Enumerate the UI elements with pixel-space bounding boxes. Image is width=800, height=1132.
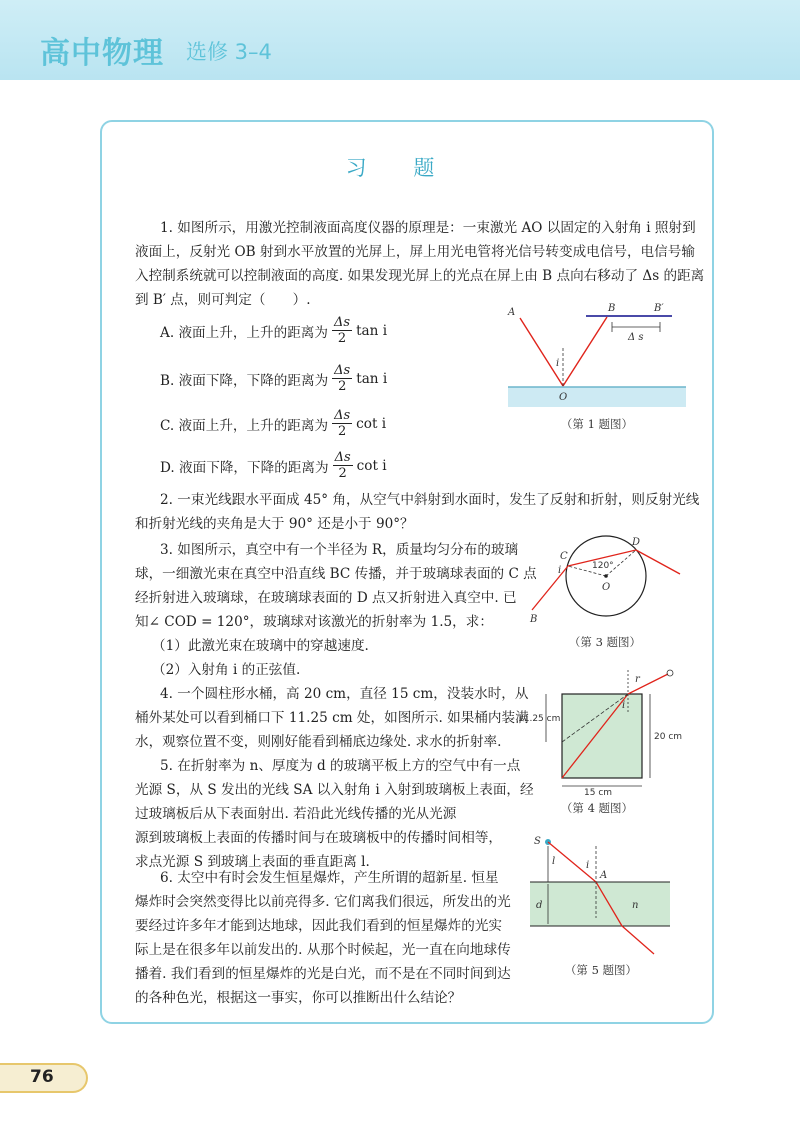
label-b: B	[608, 303, 616, 314]
p4-line-2: 桶外某处可以看到桶口下 11.25 cm 处，如图所示. 如果桶内装满	[135, 710, 529, 726]
p1-line-4: 到 B′ 点，则可判定（ ）.	[135, 292, 311, 308]
fraction-num: Δs	[334, 450, 351, 465]
incident-ray	[520, 318, 563, 386]
fraction-den: 2	[338, 379, 347, 394]
incident-ray	[532, 566, 568, 610]
label-n: n	[632, 900, 639, 911]
label-20: 20 cm	[654, 732, 683, 742]
p5-line-4: 源到玻璃板上表面的传播时间与在玻璃板中的传播时间相等，	[135, 830, 503, 846]
figure-5	[526, 832, 676, 962]
p1-option-b	[160, 363, 387, 394]
p5-line-3: 过玻璃板后从下表面射出. 若沿此光线传播的光从光源	[135, 806, 457, 822]
p1-option-a	[160, 315, 387, 346]
figure-5-caption: （第 5 题图）	[564, 963, 638, 977]
p6-line-5: 播着. 我们看到的恒星爆炸的光是白光，而不是在不同时间到达	[135, 966, 511, 982]
p2-line-1: 2. 一束光线跟水平面成 45° 角，从空气中斜射到水面时，发生了反射和折射，则反射光线	[160, 492, 700, 508]
p3-line-6: （2）入射角 i 的正弦值.	[152, 662, 301, 678]
p2-line-2: 和折射光线的夹角是大于 90° 还是小于 90°？	[135, 516, 414, 532]
fraction-num: Δs	[334, 363, 351, 378]
book-title: 高中物理	[40, 36, 164, 71]
option-text: B. 液面下降，下降的距离为	[160, 372, 329, 389]
figure-3-caption: （第 3 题图）	[568, 635, 642, 649]
p6-line-1: 6. 太空中有时会发生恒星爆炸，产生所谓的超新星. 恒星	[160, 870, 499, 886]
book-subtitle: 选修 3–4	[186, 40, 272, 64]
label-s: S	[534, 836, 541, 847]
label-d: D	[632, 537, 641, 548]
label-c: C	[560, 551, 568, 562]
label-a: A	[600, 870, 608, 881]
label-angle: 120°	[592, 561, 614, 571]
figure-1	[500, 300, 690, 410]
center-dot	[604, 574, 608, 578]
eye-icon	[667, 670, 673, 676]
p4-line-3: 水，观察位置不变，则刚好能看到桶底边缘处. 求水的折射率.	[135, 734, 502, 750]
label-11-25: 11.25 cm	[518, 714, 561, 724]
label-b-prime: B′	[654, 303, 664, 314]
p1-line-3: 入控制系统就可以控制液面的高度. 如果发现光屏上的光点在屏上由 B 点向右移动了 Δs 的距离	[135, 268, 705, 284]
label-15: 15 cm	[584, 788, 613, 798]
fraction	[332, 408, 352, 439]
label-b: B	[530, 614, 538, 624]
label-i: i	[622, 700, 626, 711]
p3-line-4: 知∠ COD = 120°，玻璃球对该激光的折射率为 1.5，求：	[135, 614, 493, 630]
label-d: d	[536, 900, 543, 911]
option-text: D. 液面下降，下降的距离为	[160, 459, 329, 476]
p5-line-1: 5. 在折射率为 n、厚度为 d 的玻璃平板上方的空气中有一点	[160, 758, 521, 774]
fraction-den: 2	[337, 331, 347, 346]
figure-4	[518, 668, 690, 798]
option-text: C. 液面上升，上升的距离为	[160, 417, 329, 434]
label-ds: Δ s	[628, 332, 644, 343]
fraction	[333, 450, 353, 481]
p3-line-1: 3. 如图所示，真空中有一个半径为 R，质量均匀分布的玻璃	[160, 542, 519, 558]
label-a: A	[508, 307, 516, 318]
label-l: l	[552, 856, 556, 867]
option-fn: tan i	[356, 370, 388, 387]
emergent-ray	[628, 674, 668, 694]
fraction-den: 2	[338, 466, 347, 481]
p1-line-2: 液面上，反射光 OB 射到水平放置的光屏上，屏上用光电管将光信号转变成电信号，电信号输	[135, 244, 695, 260]
p6-line-3: 要经过许多年才能到达地球，因此我们看到的恒星爆炸的光实	[135, 918, 503, 934]
fraction-num: Δs	[334, 315, 351, 330]
figure-4-caption: （第 4 题图）	[560, 801, 634, 815]
p1-option-c	[160, 408, 386, 439]
p3-line-3: 经折射进入玻璃球，在玻璃球表面的 D 点又折射进入真空中. 已	[135, 590, 517, 606]
section-title: 习 题	[345, 156, 455, 180]
option-fn: tan i	[356, 322, 388, 339]
p3-line-5: （1）此激光束在玻璃中的穿越速度.	[152, 638, 369, 654]
p6-line-4: 际上是在很多年以前发出的. 从那个时候起，光一直在向地球传	[135, 942, 511, 958]
fraction-num: Δs	[334, 408, 351, 423]
p1-option-d	[160, 450, 387, 481]
p1-line-1: 1. 如图所示，用激光控制液面高度仪器的原理是：一束激光 AO 以固定的入射角 i 照射到	[160, 220, 696, 236]
emergent-ray	[622, 926, 654, 954]
label-r: r	[635, 674, 640, 685]
fraction-den: 2	[337, 424, 347, 439]
reflected-ray	[563, 317, 607, 386]
label-i: i	[558, 565, 562, 576]
bucket	[562, 694, 642, 778]
exit-ray	[636, 550, 680, 574]
p6-line-2: 爆炸时会突然变得比以前亮得多. 它们离我们很远，所发出的光	[135, 894, 511, 910]
p5-line-5: 求点光源 S 到玻璃上表面的垂直距离 l.	[135, 854, 370, 870]
liquid	[508, 387, 686, 407]
fraction	[332, 315, 352, 346]
label-o: O	[602, 582, 611, 593]
p6-line-6: 的各种色光，根据这一事实，你可以推断出什么结论？	[135, 990, 462, 1006]
fraction	[332, 363, 352, 394]
p5-line-2: 光源 S，从 S 发出的光线 SA 以入射角 i 入射到玻璃板上表面，经	[135, 782, 534, 798]
figure-1-caption: （第 1 题图）	[560, 417, 634, 431]
option-fn: cot i	[356, 457, 387, 474]
figure-3	[528, 534, 688, 624]
label-o: O	[559, 392, 568, 403]
option-text: A. 液面上升，上升的距离为	[160, 324, 328, 341]
label-i: i	[586, 860, 590, 871]
p4-line-1: 4. 一个圆柱形水桶，高 20 cm，直径 15 cm，没装水时，从	[160, 686, 529, 702]
p3-line-2: 球，一细激光束在真空中沿直线 BC 传播，并于玻璃球表面的 C 点	[135, 566, 537, 582]
option-fn: cot i	[356, 415, 387, 432]
label-i: i	[556, 358, 560, 369]
page-number: 76	[30, 1067, 54, 1087]
